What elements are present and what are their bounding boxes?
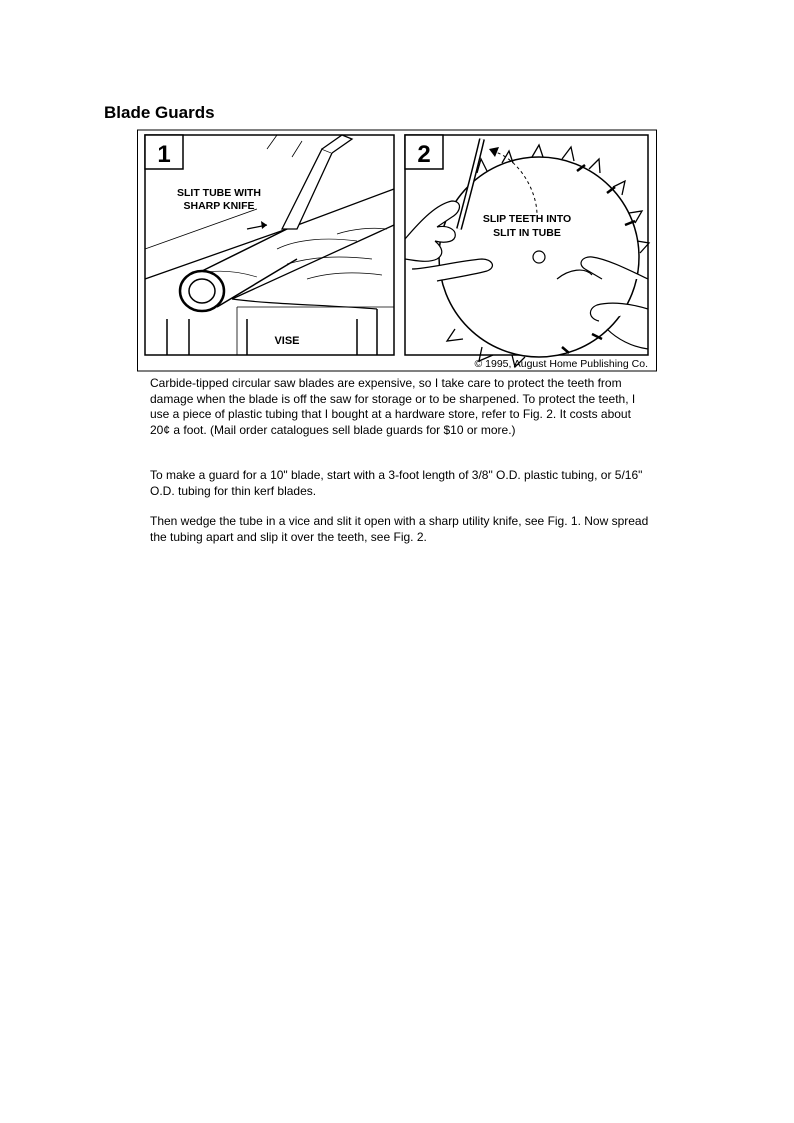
blade-guard-illustration bbox=[137, 129, 657, 373]
panel-1-callout-line-1: SLIT TUBE WITH bbox=[177, 187, 261, 199]
vise-label: VISE bbox=[274, 335, 300, 347]
panel-2-callout-line-1: SLIP TEETH INTO bbox=[482, 213, 572, 225]
page-title: Blade Guards bbox=[104, 103, 215, 122]
copyright-notice: © 1995, August Home Publishing Co. bbox=[474, 358, 648, 370]
panel-2-callout-line-2: SLIT IN TUBE bbox=[493, 227, 561, 239]
panel-2-number: 2 bbox=[417, 141, 431, 168]
panel-2 bbox=[405, 135, 649, 367]
panel-1 bbox=[145, 135, 394, 355]
body-paragraph-3: Then wedge the tube in a vice and slit it open with a sharp utility knife, see Fig. 1. Now spread the tubing apart and slip it over the teeth, see Fig. 2. bbox=[150, 514, 649, 544]
panel-1-number: 1 bbox=[157, 141, 171, 168]
body-paragraph-2: To make a guard for a 10" blade, start with a 3-foot length of 3/8" O.D. plastic tubing, or 5/16" O.D. tubing for thin kerf blades. bbox=[150, 468, 643, 498]
illustration-svg bbox=[137, 129, 657, 373]
panel-1-callout-line-2: SHARP KNIFE bbox=[183, 200, 255, 212]
body-paragraph-1: Carbide-tipped circular saw blades are expensive, so I take care to protect the teeth from damage when the blade is off the saw for storage or to be sharpened. To protect the teeth, I use a piece of plastic tubing that I bought at a hardware store, refer to Fig. 2. It costs about 20¢ a foot. (Mail order catalogues sell blade guards for $10 or more.) bbox=[150, 376, 636, 437]
